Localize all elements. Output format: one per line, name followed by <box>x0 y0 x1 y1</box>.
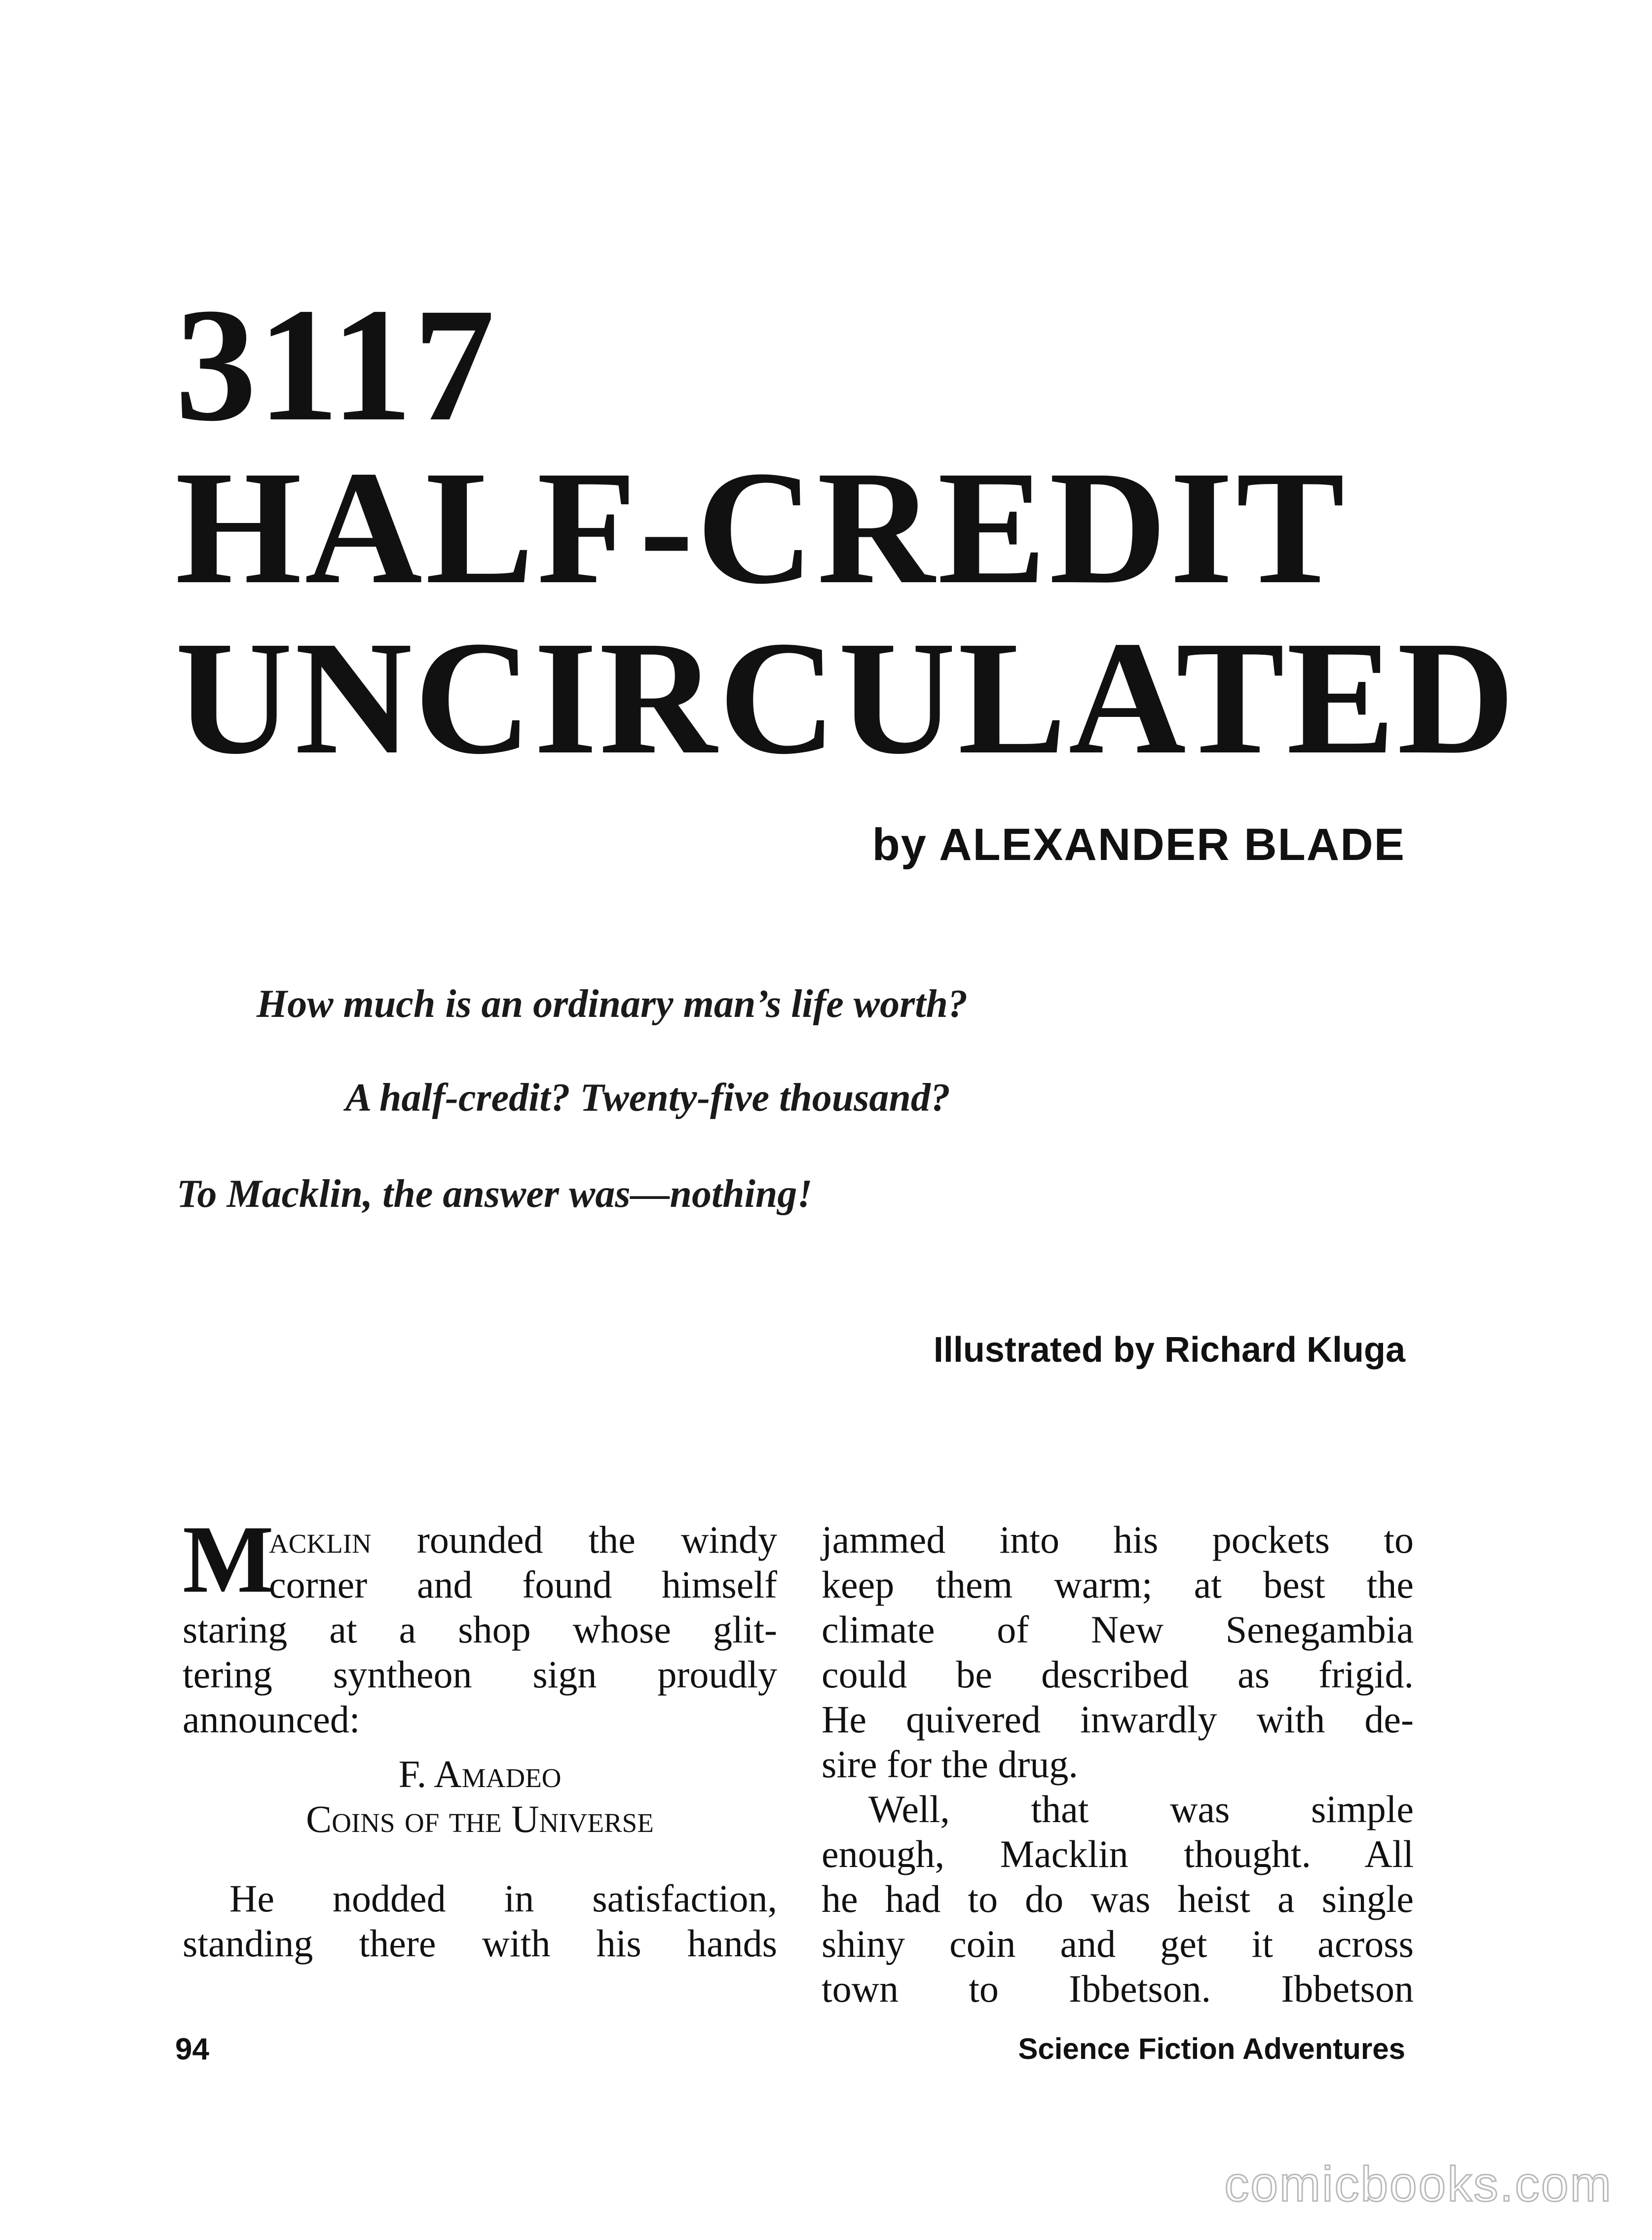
blurb-line-1: How much is an ordinary man’s life worth? <box>257 982 968 1026</box>
body-line: sire for the drug. <box>822 1743 1078 1786</box>
body-line: climate of New Senegambia <box>822 1608 1414 1651</box>
sign-text: U <box>511 1797 539 1840</box>
author-byline: by ALEXANDER BLADE <box>872 820 1405 870</box>
body-line: He quivered inwardly with de- <box>822 1698 1414 1741</box>
shop-sign-line-2 <box>183 1796 777 1841</box>
body-line: Well, that was simple <box>868 1788 1414 1830</box>
body-line: enough, Macklin thought. All <box>822 1832 1414 1875</box>
title-line-3: UNCIRCULATED <box>175 608 1517 788</box>
drop-cap: M <box>183 1506 274 1613</box>
right-column <box>822 1517 1414 2011</box>
body-line: tering syntheon sign proudly <box>183 1653 777 1696</box>
body-line: he had to do was heist a single <box>822 1877 1414 1920</box>
body-line: shiny coin and get it across <box>822 1922 1414 1965</box>
body-line: town to Ibbetson. Ibbetson <box>822 1967 1414 2010</box>
body-line: announced: <box>183 1698 360 1741</box>
body-line: keep them warm; at best the <box>822 1563 1414 1606</box>
body-line: jammed into his pockets to <box>822 1518 1414 1561</box>
watermark: comicbooks.com <box>1224 2157 1613 2212</box>
page-number: 94 <box>175 2032 209 2066</box>
magazine-name: Science Fiction Adventures <box>1018 2032 1405 2065</box>
body-line: staring at a shop whose glit- <box>183 1608 777 1651</box>
sign-text: madeo <box>461 1753 562 1795</box>
sign-text: F. A <box>398 1753 462 1795</box>
sign-text: C <box>306 1797 332 1840</box>
body-line: He nodded in satisfaction, <box>229 1877 777 1920</box>
blurb-line-2: A half-credit? Twenty-five thousand? <box>345 1076 950 1120</box>
sign-text: oins of the <box>332 1797 512 1840</box>
sign-text: niverse <box>539 1797 654 1840</box>
body-line: standing there with his hands <box>183 1922 777 1965</box>
illustrator-credit: Illustrated by Richard Kluga <box>933 1330 1405 1370</box>
blurb-line-3: To Macklin, the answer was—nothing! <box>177 1172 813 1216</box>
body-line: corner and found himself <box>269 1563 777 1606</box>
left-column <box>183 1506 777 1966</box>
title-line-1: 3117 <box>175 275 496 455</box>
shop-sign-line-1 <box>183 1752 777 1796</box>
small-caps-name: acklin <box>269 1518 372 1561</box>
body-line: could be described as frigid. <box>822 1653 1414 1696</box>
title-line-2: HALF-CREDIT <box>175 438 1348 618</box>
body-text: rounded the windy <box>371 1518 777 1561</box>
